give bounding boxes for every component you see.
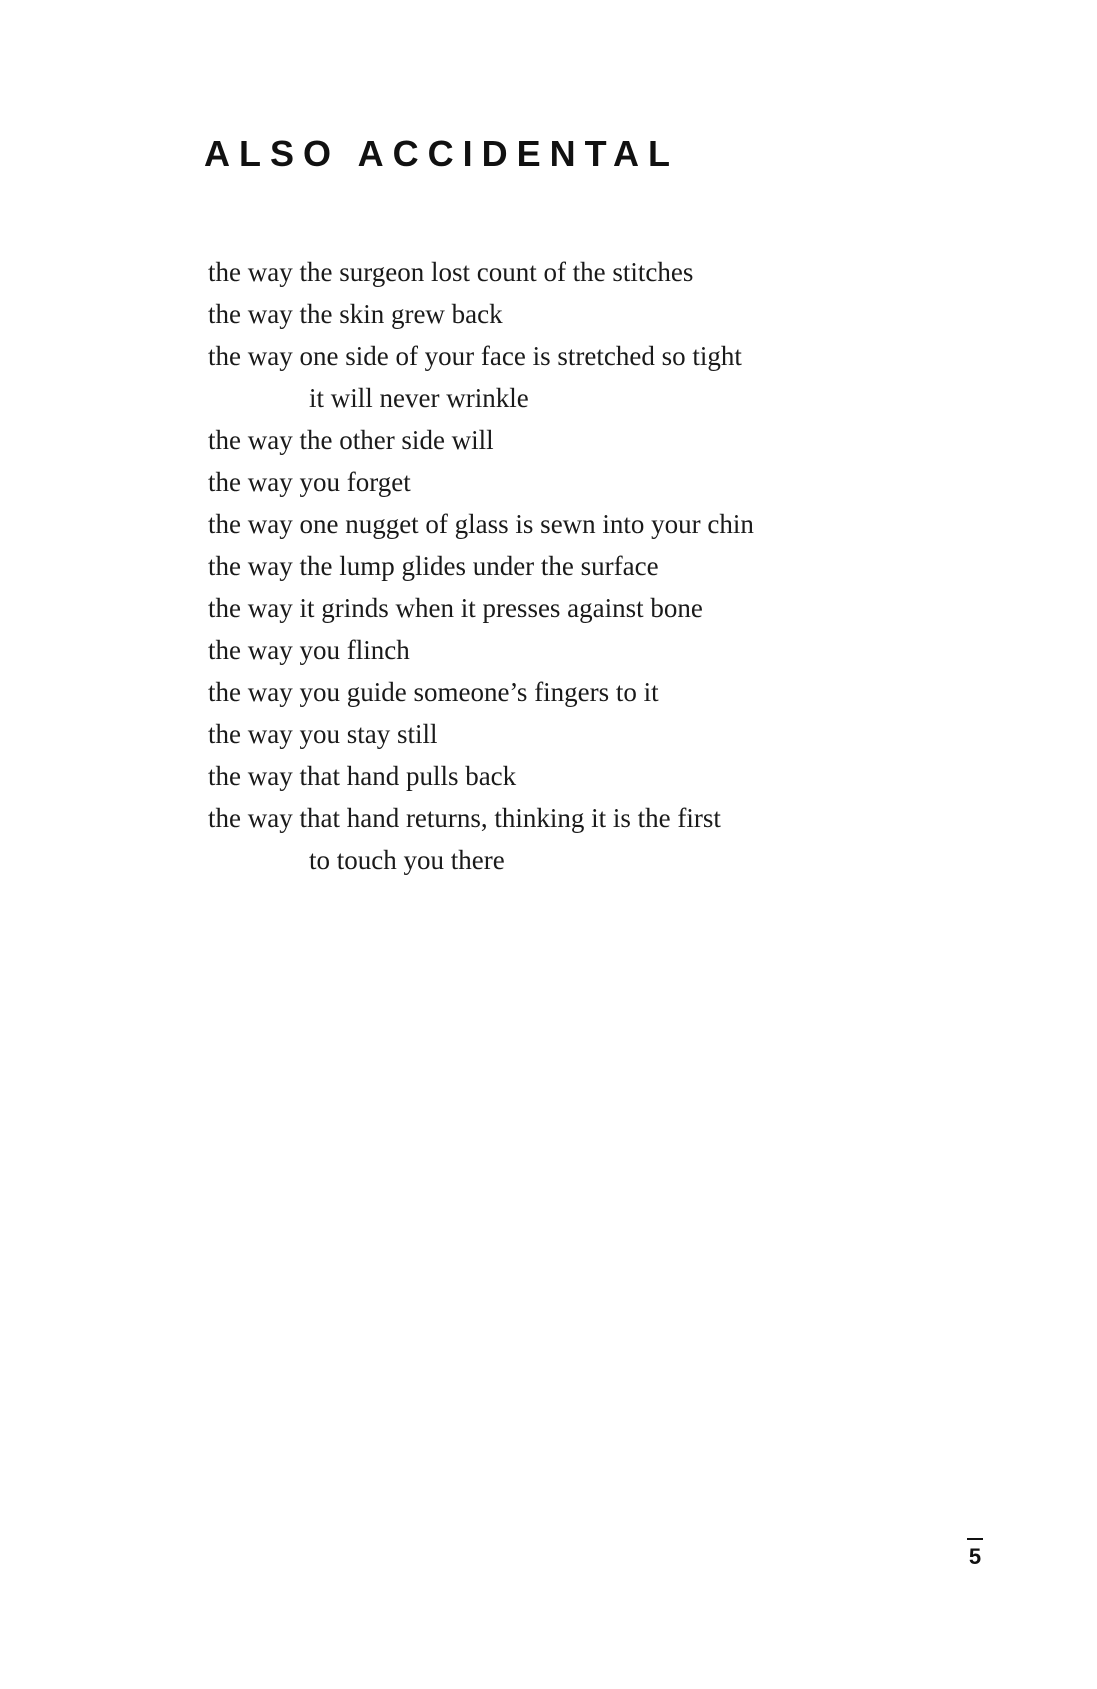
poem-title: ALSO ACCIDENTAL bbox=[204, 133, 679, 174]
page-folio bbox=[965, 1538, 985, 1568]
poem-line-indented: to touch you there bbox=[309, 845, 505, 875]
poem-line: the way the lump glides under the surface bbox=[208, 551, 659, 581]
poem-line: the way you guide someone’s fingers to it bbox=[208, 677, 659, 707]
poem-line: the way one side of your face is stretched so tight bbox=[208, 341, 742, 371]
poem-line: the way the other side will bbox=[208, 425, 494, 455]
folio-rule bbox=[967, 1538, 983, 1540]
poem-body bbox=[208, 251, 754, 881]
poem-line: the way that hand returns, thinking it is the first bbox=[208, 803, 721, 833]
poem-line: the way one nugget of glass is sewn into your chin bbox=[208, 509, 754, 539]
poem-line: the way the skin grew back bbox=[208, 299, 503, 329]
poem-line: the way you forget bbox=[208, 467, 411, 497]
poem-line-indented: it will never wrinkle bbox=[309, 383, 529, 413]
poem-line: the way you stay still bbox=[208, 719, 438, 749]
poem-line: the way the surgeon lost count of the stitches bbox=[208, 257, 694, 287]
page-number: 5 bbox=[968, 1544, 982, 1569]
poem-line: the way that hand pulls back bbox=[208, 761, 517, 791]
poem-line: the way it grinds when it presses against bone bbox=[208, 593, 703, 623]
poem-line: the way you flinch bbox=[208, 635, 410, 665]
